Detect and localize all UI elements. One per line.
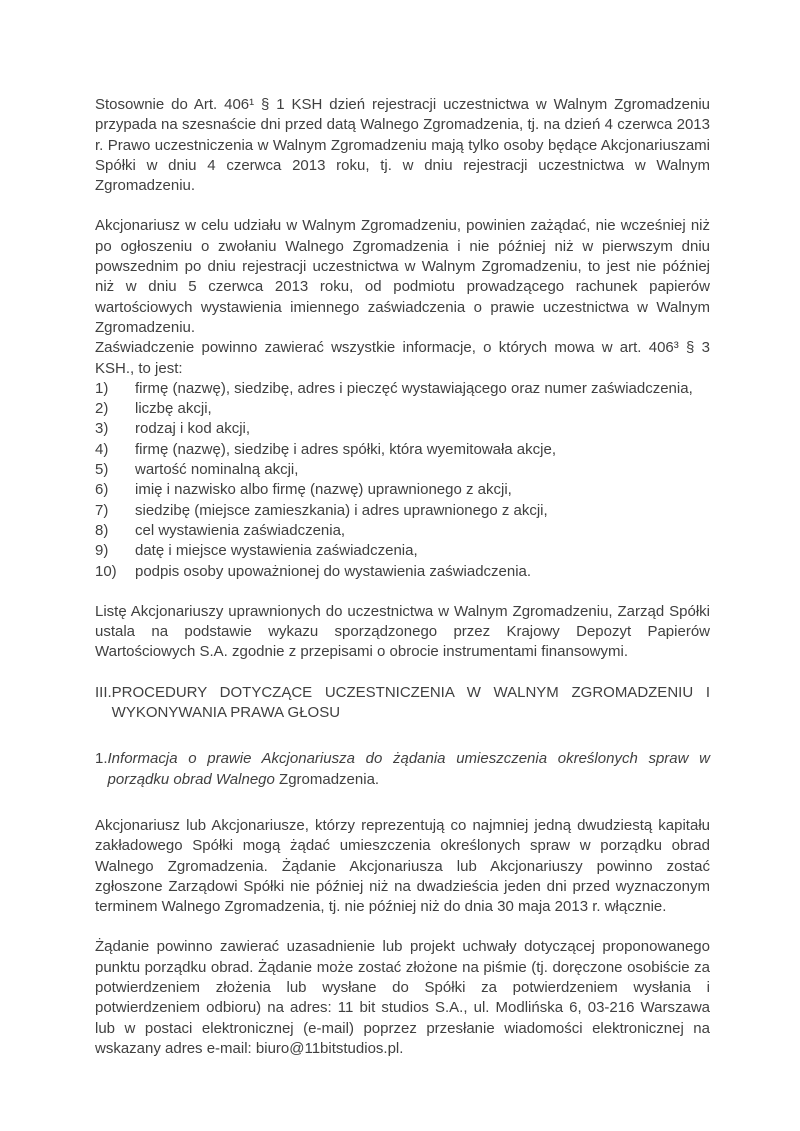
certificate-contents-list <box>95 379 710 582</box>
subsection-1-title <box>95 749 710 790</box>
list-item-number: 9) <box>95 542 109 560</box>
para-agenda-request-right: Akcjonariusz lub Akcjonariusze, którzy reprezentują co najmniej jedną dwudziestą kapitału zakładowego Spółki mogą żądać umieszczenia określonych spraw w porządku obrad Walnego Zgromadzenia. Żądanie Akcjonariusza lub Akcjonariuszy powinno zostać zgłoszone Zarządowi Spółki nie później niż na dwadzieścia jeden dni przed wyznaczonym terminem Walnego Zgromadzenia, tj. nie później niż do dnia 30 maja 2013 r. włącznie. <box>95 816 710 916</box>
list-item-number: 2) <box>95 400 109 418</box>
list-item <box>95 379 710 399</box>
list-item <box>95 541 710 561</box>
list-item <box>95 501 710 521</box>
list-item <box>95 480 710 500</box>
list-item-number: 6) <box>95 481 109 499</box>
section-heading-text: PROCEDURY DOTYCZĄCE UCZESTNICZENIA W WALNYM ZGROMADZENIU I WYKONYWANIA PRAWA GŁOSU <box>111 683 710 722</box>
list-item-text: firmę (nazwę), siedzibę, adres i pieczęć wystawiającego oraz numer zaświadczenia, <box>135 379 693 397</box>
list-item <box>95 440 710 460</box>
list-item-text: siedzibę (miejsce zamieszkania) i adres uprawnionego z akcji, <box>135 501 548 519</box>
para-shareholder-list: Listę Akcjonariuszy uprawnionych do uczestnictwa w Walnym Zgromadzeniu, Zarząd Spółki ustala na podstawie wykazu sporządzonego przez Krajowy Depozyt Papierów Wartościowych S.A. zgodnie z przepisami o obrocie instrumentami finansowymi. <box>95 602 710 661</box>
list-item-number: 4) <box>95 440 109 458</box>
list-item <box>95 419 710 439</box>
list-item-number: 1) <box>95 379 109 397</box>
subsection-title-text <box>108 749 710 790</box>
section-heading-number: III. <box>95 683 112 701</box>
list-item <box>95 562 710 582</box>
list-item-number: 10) <box>95 562 117 580</box>
list-item-text: cel wystawienia zaświadczenia, <box>135 521 346 539</box>
list-item-text: datę i miejsce wystawienia zaświadczenia, <box>135 542 418 560</box>
list-item-number: 7) <box>95 501 109 519</box>
list-item-number: 8) <box>95 521 109 539</box>
para-certificate-contents-intro: Zaświadczenie powinno zawierać wszystkie informacje, o których mowa w art. 406³ § 3 KSH., to jest: <box>95 339 710 377</box>
para-registration-date: Stosownie do Art. 406¹ § 1 KSH dzień rejestracji uczestnictwa w Walnym Zgromadzeniu przypada na szesnaście dni przed datą Walnego Zgromadzenia, tj. na dzień 4 czerwca 2013 r. Prawo uczestniczenia w Walnym Zgromadzeniu mają tylko osoby będące Akcjonariuszami Spółki w dniu 4 czerwca 2013 roku, tj. w dniu rejestracji uczestnictwa w Walnym Zgromadzeniu. <box>95 96 710 195</box>
list-item-text: wartość nominalną akcji, <box>135 461 299 479</box>
para-request-form-and-address: Żądanie powinno zawierać uzasadnienie lub projekt uchwały dotyczącej proponowanego punktu porządku obrad. Żądanie może zostać złożone na piśmie (tj. doręczone osobiście za potwierdzeniem złożenia lub wysłane do Spółki za potwierdzeniem wysłania i potwierdzeniem odbioru) na adres: 11 bit studios S.A., ul. Modlińska 6, 03-216 Warszawa lub w postaci elektronicznej (e-mail) poprzez przesłanie wiadomości elektronicznej na wskazany adres e-mail: biuro@11bitstudios.pl. <box>95 938 710 1057</box>
list-item-text: firmę (nazwę), siedzibę i adres spółki, która wyemitowała akcje, <box>135 440 556 458</box>
list-item <box>95 399 710 419</box>
subsection-title-normal: Zgromadzenia. <box>274 770 380 788</box>
list-item-text: imię i nazwisko albo firmę (nazwę) uprawnionego z akcji, <box>135 481 512 499</box>
subsection-title-italic: Informacja o prawie Akcjonariusza do żądania umieszczenia określonych spraw w porządku obrad Walnego <box>107 750 710 788</box>
subsection-number: 1. <box>95 750 108 768</box>
list-item <box>95 521 710 541</box>
para-certificate-request: Akcjonariusz w celu udziału w Walnym Zgromadzeniu, powinien zażądać, nie wcześniej niż po ogłoszeniu o zwołaniu Walnego Zgromadzenia i nie później niż w pierwszym dniu powszednim po dniu rejestracji uczestnictwa w Walnym Zgromadzeniu, to jest nie później niż w dniu 5 czerwca 2013 roku, od podmiotu prowadzącego rachunek papierów wartościowych wystawienia imiennego zaświadczenia o prawie uczestnictwa w Walnym Zgromadzeniu. <box>95 217 710 336</box>
list-item-text: rodzaj i kod akcji, <box>135 420 251 438</box>
list-item-text: podpis osoby upoważnionej do wystawienia zaświadczenia. <box>135 562 532 580</box>
list-item-number: 5) <box>95 461 109 479</box>
list-item <box>95 460 710 480</box>
list-item-number: 3) <box>95 420 109 438</box>
section-heading-procedures <box>95 683 710 724</box>
list-item-text: liczbę akcji, <box>135 400 212 418</box>
